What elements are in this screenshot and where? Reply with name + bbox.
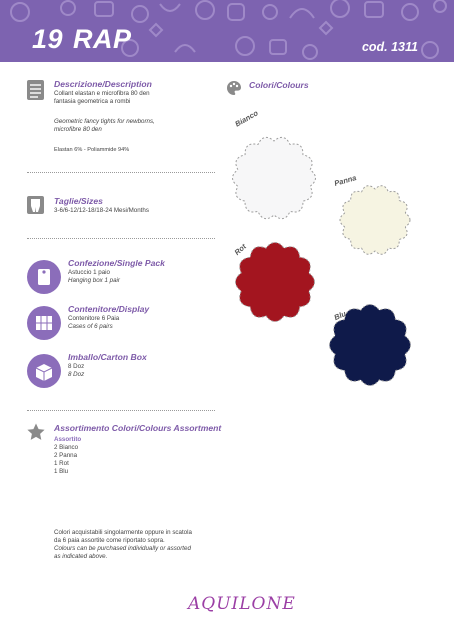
divider xyxy=(27,410,215,411)
swatch-panna[interactable] xyxy=(324,180,424,260)
single-pack-it: Astuccio 1 paio xyxy=(68,269,110,276)
note-it-line1: Colori acquistabili singolarmente oppure in scatola xyxy=(54,529,192,536)
carton-it: 8 Doz xyxy=(68,363,85,370)
sizes-section xyxy=(54,196,224,215)
note-it-line2: da 6 paia assortite come riportato sopra. xyxy=(54,537,165,544)
composition-text: Elastan 6% - Poliammide 94% xyxy=(54,147,130,153)
swatch-shape xyxy=(233,137,316,218)
assortment-heading: Assortimento Colori/Colours Assortment xyxy=(54,423,222,433)
note-en-line2: as indicated above. xyxy=(54,553,108,560)
single-pack-en: Hanging box 1 pair xyxy=(68,277,120,284)
divider xyxy=(27,238,215,239)
product-code: cod. 1311 xyxy=(361,40,418,54)
assortment-item: 2 Panna xyxy=(54,452,78,459)
display-heading: Contenitore/Display xyxy=(68,304,150,314)
display-case-icon xyxy=(27,306,61,340)
divider xyxy=(27,172,215,173)
swatch-shape xyxy=(236,243,315,322)
swatch-bianco[interactable] xyxy=(226,130,326,230)
description-heading: Descrizione/Description xyxy=(54,79,152,89)
single-pack-heading: Confezione/Single Pack xyxy=(68,258,165,268)
carton-section xyxy=(68,352,228,379)
swatch-label: Panna xyxy=(333,173,358,188)
display-en: Cases of 6 pairs xyxy=(68,323,113,330)
swatch-label: Bianco xyxy=(233,108,260,129)
document-icon xyxy=(27,80,44,100)
product-title xyxy=(32,24,132,55)
aquilone-logo: AQUILONE xyxy=(188,594,296,614)
tights-size-icon xyxy=(27,196,44,214)
purchase-note xyxy=(54,529,254,561)
description-section xyxy=(54,79,224,154)
header-band xyxy=(0,0,454,62)
swatch-label: Blu xyxy=(332,308,348,323)
swatch-shape xyxy=(340,186,410,255)
description-en-line1: Geometric fancy tights for newborns, xyxy=(54,118,155,125)
star-icon xyxy=(27,423,45,441)
assortment-item: 1 Blu xyxy=(54,468,69,475)
product-name: RAP xyxy=(73,24,132,54)
swatch-label: Rot xyxy=(232,241,248,258)
description-it-line2: fantasia geometrica a rombi xyxy=(54,98,131,105)
product-number: 19 xyxy=(32,24,64,54)
assortment-item: 1 Rot xyxy=(54,460,69,467)
carton-en: 8 Doz xyxy=(68,371,85,378)
sizes-heading: Taglie/Sizes xyxy=(54,196,103,206)
colours-heading-text: Colori/Colours xyxy=(249,80,309,90)
description-it-line1: Collant elastan e microfibra 80 den xyxy=(54,90,150,97)
sizes-value: 3-6/6-12/12-18/18-24 Mesi/Months xyxy=(54,207,149,214)
palette-icon xyxy=(226,80,242,96)
display-it: Contenitore 6 Paia xyxy=(68,315,120,322)
assortment-section xyxy=(54,423,234,476)
assortment-item: 2 Bianco xyxy=(54,444,79,451)
single-pack-section xyxy=(68,258,228,285)
description-en-line2: microfibre 80 den xyxy=(54,126,102,133)
hanging-box-icon xyxy=(27,260,61,294)
carton-box-icon xyxy=(27,354,61,388)
colours-heading xyxy=(249,80,309,91)
display-section xyxy=(68,304,228,331)
note-en-line1: Colours can be purchased individually or assorted xyxy=(54,545,191,552)
carton-heading: Imballo/Carton Box xyxy=(68,352,147,362)
assortment-label: Assortito xyxy=(54,436,82,443)
